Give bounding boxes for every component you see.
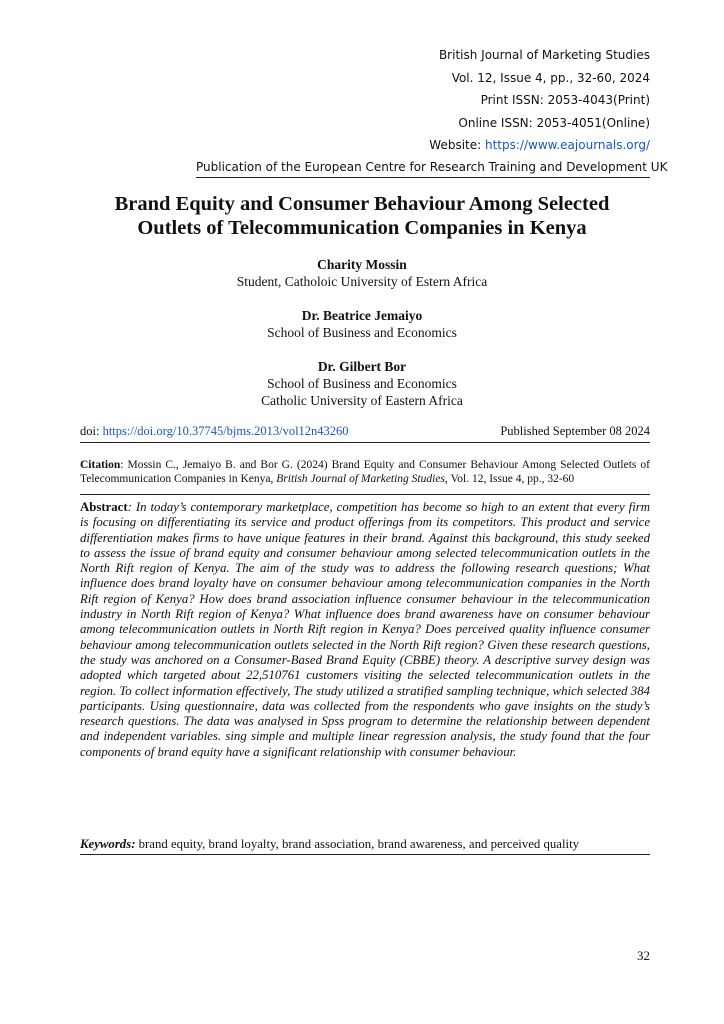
author-affiliation: School of Business and Economics <box>267 325 457 340</box>
journal-name: British Journal of Marketing Studies <box>438 48 650 62</box>
website-label: Website: <box>429 138 485 152</box>
keywords-text: brand equity, brand loyalty, brand association, brand awareness, and perceived quality <box>135 837 580 851</box>
paper-title <box>74 192 650 240</box>
abstract-label: Abstract <box>80 500 128 514</box>
abstract-text: : In today’s contemporary marketplace, competition has become so high to an extent that every firm is focusing on differentiating its service and product offerings from its competitors. This product and service differentiation makes firms to have unique features in their brand. Against this background, this study seeked to assess the issue of brand equity and consumer behaviour among selected telecommunication outlets in the North Rift region of Kenya. The aim of the study was to address the following research questions; What influence does brand loyalty have on consumer behaviour among telecommunication companies in the North Rift region of Kenya? How does brand association influence consumer behaviour in the telecommunication industry in North Rift region of Kenya? What influence does brand awareness have on consumer behaviour among telecommunication outlets in North Rift region in Kenya? Does perceived quality influence consumer behaviour among telecommunication outlets selected in the North Rift region? Given these research questions, the study was anchored on a Consumer-Based Brand Equity (CBBE) theory. A descriptive survey design was adopted which targeted about 22,510761 customers visiting the selected telecommunication outlets in the region. To collect information effectively, The study utilized a stratified sampling technique, which selected 384 participants. Using questionnaire, data was collected from the respondents who gave insights on the study’s research questions. The data was analysed in Spss program to determine the relationship between dependent and independent variables. sing simple and multiple linear regression analysis, the study found that the four components of brand equity have a significant relationship with consumer behaviour. <box>80 500 650 759</box>
published-date: Published September 08 2024 <box>500 424 650 438</box>
journal-header <box>429 44 650 157</box>
website-link[interactable]: https://www.eajournals.org/ <box>485 138 650 152</box>
print-issn: Print ISSN: 2053-4043(Print) <box>480 93 650 107</box>
author-name: Charity Mossin <box>317 257 407 272</box>
author-block <box>74 307 650 341</box>
citation-label: Citation <box>80 459 121 471</box>
doi <box>80 424 349 439</box>
journal-volume: Vol. 12, Issue 4, pp., 32-60, 2024 <box>451 70 650 85</box>
online-issn: Online ISSN: 2053-4051(Online) <box>458 115 650 130</box>
citation <box>80 458 650 495</box>
author-block <box>74 256 650 290</box>
title-line-2: Outlets of Telecommunication Companies in Kenya <box>137 217 587 239</box>
author-affiliation-2: Catholic University of Eastern Africa <box>261 393 463 408</box>
citation-journal: British Journal of Marketing Studies <box>276 473 445 485</box>
citation-text: : Mossin C., Jemaiyo B. and Bor G. (2024) Brand Equity and Consumer Behaviour Among Selected Outlets of Telecommunication Companies in Kenya, <box>80 459 650 485</box>
title-line-1: Brand Equity and Consumer Behaviour Among Selected <box>114 193 610 215</box>
publisher-line: Publication of the European Centre for Research Training and Development UK <box>196 160 650 178</box>
doi-label: doi: <box>80 424 103 438</box>
website-line <box>429 134 650 157</box>
author-affiliation: Student, Catholoic University of Estern Africa <box>236 274 488 289</box>
author-name: Dr. Gilbert Bor <box>317 359 407 374</box>
keywords <box>80 837 650 855</box>
author-block <box>74 358 650 409</box>
doi-link[interactable]: https://doi.org/10.37745/bjms.2013/vol12n43260 <box>102 424 349 438</box>
citation-text-end: , Vol. 12, Issue 4, pp., 32-60 <box>444 473 575 485</box>
abstract <box>80 500 650 760</box>
author-list <box>74 256 650 426</box>
author-affiliation: School of Business and Economics <box>267 376 457 391</box>
doi-row <box>80 424 650 443</box>
author-name: Dr. Beatrice Jemaiyo <box>301 308 423 323</box>
page-number: 32 <box>637 948 650 963</box>
keywords-label: Keywords: <box>80 837 136 851</box>
